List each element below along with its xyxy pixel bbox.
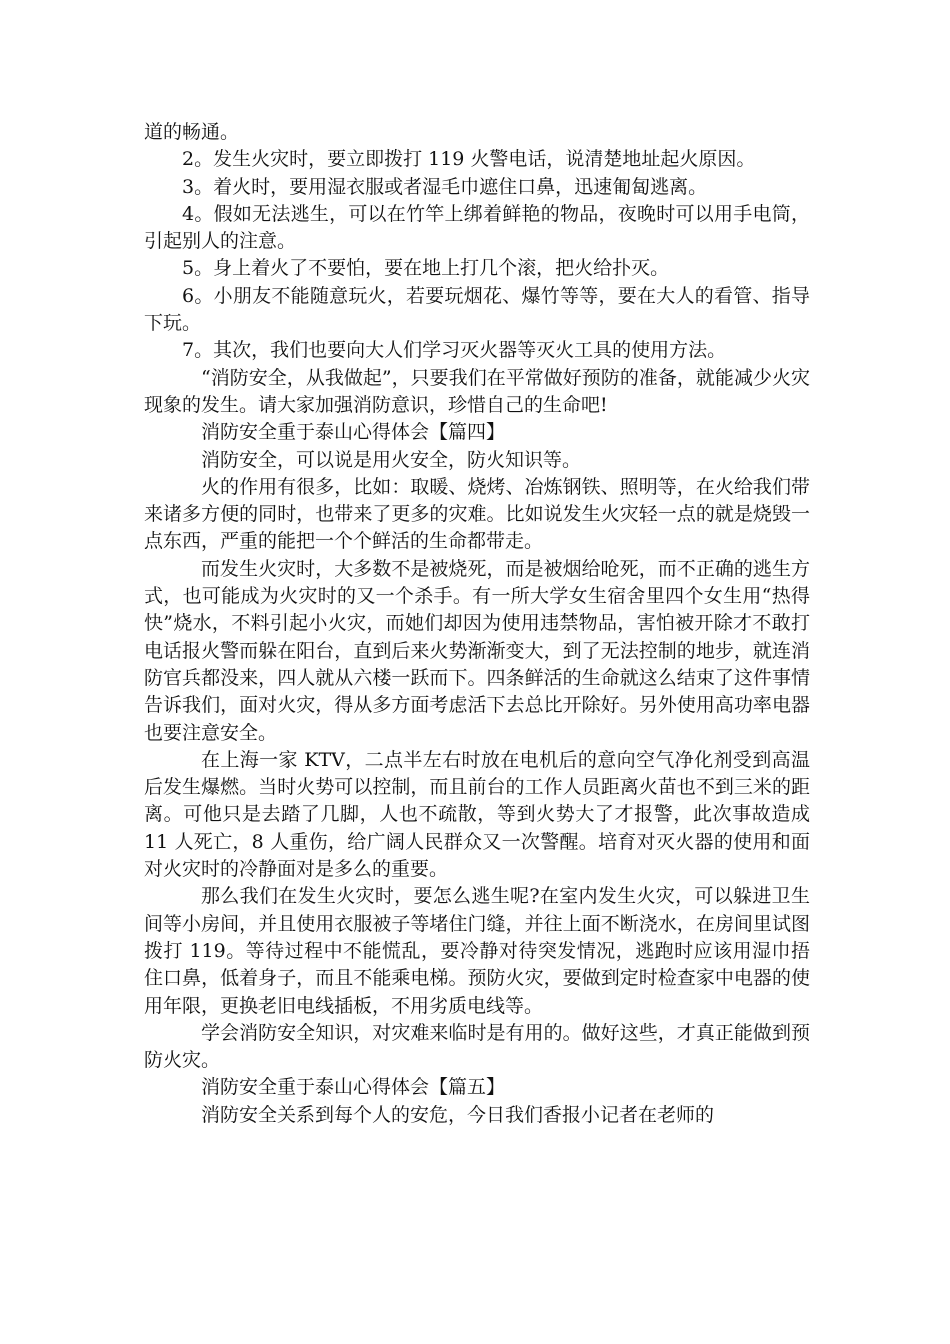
paragraph-definition: 消防安全，可以说是用火安全，防火知识等。 xyxy=(201,448,582,471)
paragraph-ktv-fire: 在上海一家 KTV，二点半左右时放在电机后的意向空气净化剂受到高温后发生爆燃。当时火势可以控制，而且前台的工作人员距离火苗也不到三米的距离。可他只是去踏了几脚，人也不疏散，等到火势大了才报警，此次事故造成 11 人死亡，8 人重伤，给广阔人民群众又一次警醒。培育对灭火器的使用和面对火灾时的冷静面对是多么的重要。 xyxy=(144,748,810,881)
paragraph-tip-6: 6。小朋友不能随意玩火，若要玩烟花、爆竹等等，要在大人的看管、指导下玩。 xyxy=(144,284,810,335)
paragraph-dorm-fire: 而发生火灾时，大多数不是被烧死，而是被烟给呛死，而不正确的逃生方式，也可能成为火灾时的又一个杀手。有一所大学女生宿舍里四个女生用“热得快”烧水，不料引起小火灾，而她们却因为使用违禁物品，害怕被开除才不敢打电话报火警而躲在阳台，直到后来火势渐渐变大，到了无法控制的地步，就连消防官兵都没来，四人就从六楼一跃而下。四条鲜活的生命就这么结束了这件事情告诉我们，面对火灾，得从多方面考虑活下去总比开除好。另外使用高功率电器也要注意安全。 xyxy=(144,557,810,744)
section-heading-4: 消防安全重于泰山心得体会【篇四】 xyxy=(201,421,506,444)
paragraph-escape: 那么我们在发生火灾时，要怎么逃生呢?在室内发生火灾，可以躲进卫生间等小房间，并且使用衣服被子等堵住门缝，并往上面不断浇水，在房间里试图拨打 119。等待过程中不能慌乱，要冷静对待突发情况，逃跑时应该用湿巾捂住口鼻，低着身子，而且不能乘电梯。预防火灾，要做到定时检查家中电器的使用年限，更换老旧电线插板，不用劣质电线等。 xyxy=(144,885,810,1017)
paragraph-section5-start: 消防安全关系到每个人的安危，今日我们香报小记者在老师的 xyxy=(201,1103,715,1126)
paragraph-tip-4: 4。假如无法逃生，可以在竹竿上绑着鲜艳的物品，夜晚时可以用手电筒，引起别人的注意。 xyxy=(144,202,810,253)
paragraph-conclusion: 学会消防安全知识，对灾难来临时是有用的。做好这些，才真正能做到预防火灾。 xyxy=(144,1021,810,1072)
section-heading-5: 消防安全重于泰山心得体会【篇五】 xyxy=(201,1076,506,1099)
paragraph-tip-3: 3。着火时，要用湿衣服或者湿毛巾遮住口鼻，迅速匍匐逃离。 xyxy=(182,175,708,198)
paragraph-tip-2: 2。发生火灾时，要立即拨打 119 火警电话，说清楚地址起火原因。 xyxy=(182,148,756,171)
paragraph-fire-uses: 火的作用有很多，比如：取暖、烧烤、冶炼钢铁、照明等，在火给我们带来诸多方便的同时，也带来了更多的灾难。比如说发生火灾轻一点的就是烧毁一点东西，严重的能把一个个鲜活的生命都带走。 xyxy=(144,475,810,553)
paragraph-tip-7: 7。其次，我们也要向大人们学习灭火器等灭火工具的使用方法。 xyxy=(182,339,727,362)
paragraph-tip-5: 5。身上着火了不要怕，要在地上打几个滚，把火给扑灭。 xyxy=(182,257,670,280)
document-body xyxy=(144,119,810,1129)
paragraph-continuation: 道的畅通。 xyxy=(144,121,240,143)
paragraph-slogan: “消防安全，从我做起”，只要我们在平常做好预防的准备，就能减少火灾现象的发生。请大家加强消防意识，珍惜自己的生命吧! xyxy=(144,366,810,416)
